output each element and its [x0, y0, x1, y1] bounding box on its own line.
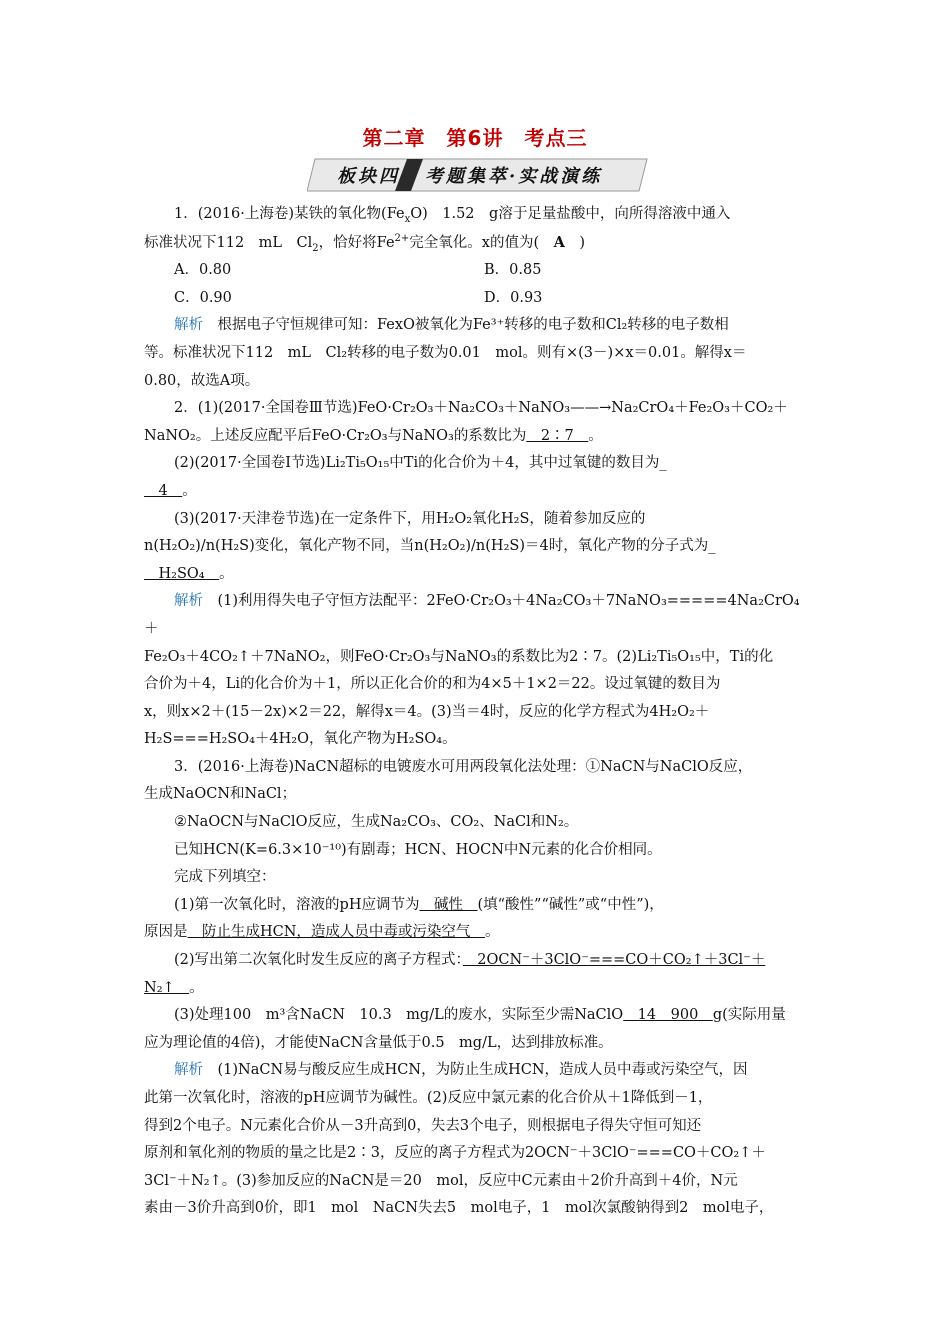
analysis-2-line-1: 解析 (1)利用得失电子守恒方法配平：2FeO·Cr₂O₃＋4Na₂CO₃＋7NaNO₃=====4Na₂CrO₄＋ — [144, 593, 800, 637]
question-3-sub-3: (3)处理100 m³含NaCN 10.3 mg/L的废水，实际至少需NaClO 14 900 g(实际用量 — [174, 1007, 786, 1024]
question-1-line-1: 1．(2016·上海卷)某铁的氧化物$(Fe_xO)$ 1.52 g溶于足量盐酸中，向所得溶液中通入 — [174, 206, 731, 225]
analysis-3-line-6: 素由－3价升高到0价，即1 mol NaCN失去5 mol电子，1 mol次氯酸钠得到2 mol电子， — [144, 1200, 774, 1217]
analysis-1-line-1: 解析 根据电子守恒规律可知：FexO被氧化为Fe³⁺转移的电子数和Cl₂转移的电子数相 — [174, 317, 729, 334]
page-title: 第二章 第6讲 考点三 — [362, 126, 588, 150]
question-3-3-answer: 14 900 — [623, 1007, 713, 1024]
question-2-part-3-line-1: (3)(2017·天津卷节选)在一定条件下，用H₂O₂氧化H₂S，随着参加反应的 — [174, 510, 646, 527]
analysis-2-line-3: 合价为＋4，Li的化合价为＋1，所以正化合价的和为4×5＋1×2＝22。设过氧键的数目为 — [144, 676, 721, 693]
option-b: B．0.85 — [484, 262, 542, 279]
question-3-1-answer-2: 防止生成HCN，造成人员中毒或污染空气 — [187, 924, 485, 941]
analysis-3-line-5: 3Cl⁻＋N₂↑。(3)参加反应的NaCN是＝20 mol，反应中C元素由＋2价升高到＋4价，N元 — [144, 1172, 738, 1189]
question-2-line-1: 2．(1)(2017·全国卷Ⅲ节选)FeO·Cr₂O₃＋Na₂CO₃＋NaNO₃——→Na₂CrO₄＋Fe₂O₃＋CO₂＋ — [174, 400, 788, 417]
question-3-line-3: ②NaOCN与NaClO反应，生成Na₂CO₃、CO₂、NaCl和N₂。 — [174, 814, 579, 831]
section-banner — [307, 157, 653, 193]
banner-left-text: 板块四 — [337, 166, 400, 187]
question-1-line-2: 标准状况下112 mL $Cl_2$，恰好将$Fe^{2+}$完全氧化。x的值为( A ) — [144, 232, 586, 254]
option-d: D．0.93 — [484, 289, 543, 306]
analysis-2-line-2: Fe₂O₃＋4CO₂↑＋7NaNO₂，则FeO·Cr₂O₃与NaNO₃的系数比为2∶7。(2)Li₂Ti₅O₁₅中，Ti的化 — [144, 648, 774, 665]
question-3-sub-3-continued: 应为理论值的4倍)，才能使NaCN含量低于0.5 mg/L，达到排放标准。 — [144, 1034, 613, 1051]
question-1-options-row-2 — [144, 285, 809, 313]
option-c: C．0.90 — [174, 289, 232, 306]
analysis-2-line-5: H₂S===H₂SO₄＋4H₂O，氧化产物为H₂SO₄。 — [144, 731, 457, 748]
content-body — [144, 201, 809, 1223]
question-3-line-2: 生成NaOCN和NaCl； — [144, 786, 297, 803]
question-2-3-answer: H₂SO₄ — [144, 565, 220, 582]
analysis-2-line-4: x，则x×2＋(15－2x)×2＝22，解得x＝4。(3)当＝4时，反应的化学方程式为4H₂O₂＋ — [144, 703, 710, 720]
question-2-line-2: NaNO₂。上述反应配平后FeO·Cr₂O₃与NaNO₃的系数比为 2∶7 。 — [144, 427, 603, 444]
analysis-1-line-2: 等。标准状况下112 mL Cl₂转移的电子数为0.01 mol。则有×(3－)×x＝0.01。解得x＝ — [144, 344, 747, 361]
analysis-3-line-2: 此第一次氧化时，溶液的pH应调节为碱性。(2)反应中氯元素的化合价从＋1降低到－1， — [144, 1090, 713, 1106]
analysis-label: 解析 — [174, 317, 203, 334]
question-3-2-answer: 2OCN⁻＋3ClO⁻===CO＋CO₂↑＋3Cl⁻＋ — [462, 952, 766, 969]
analysis-3-line-3: 得到2个电子。N元素化合价从－3升高到0，失去3个电子，则根据电子得失守恒可知还 — [144, 1117, 702, 1134]
question-1-answer: A — [553, 233, 565, 251]
analysis-label: 解析 — [174, 1062, 203, 1079]
question-2-1-answer: 2∶7 — [526, 427, 589, 444]
analysis-1-line-3: 0.80，故选A项。 — [144, 372, 260, 389]
question-3-line-1: 3．(2016·上海卷)NaCN超标的电镀废水可用两段氧化法处理：①NaCN与NaClO反应， — [174, 758, 753, 775]
question-2-2-answer: 4 — [144, 482, 183, 499]
analysis-3-line-1: 解析 (1)NaCN易与酸反应生成HCN，为防止生成HCN，造成人员中毒或污染空气，因 — [174, 1062, 748, 1079]
question-3-line-4: 已知HCN(K=6.3×10⁻¹⁰)有剧毒；HCN、HOCN中N元素的化合价相同。 — [174, 841, 662, 858]
analysis-label: 解析 — [174, 593, 203, 610]
question-3-sub-2-continued: N₂↑ 。 — [144, 979, 204, 996]
analysis-3-line-4: 原剂和氧化剂的物质的量之比是2∶3，反应的离子方程式为2OCN⁻＋3ClO⁻===CO＋CO₂↑＋ — [144, 1145, 766, 1162]
question-1-options-row-1 — [144, 257, 809, 285]
question-2-part-2-answer-line: 4 。 — [144, 482, 197, 499]
question-2-part-3-answer-line: H₂SO₄ 。 — [144, 565, 234, 582]
question-3-2-answer-cont: N₂↑ — [144, 979, 190, 996]
question-2-part-3-line-2: n(H₂O₂)/n(H₂S)变化，氧化产物不同，当n(H₂O₂)/n(H₂S)＝4时，氧化产物的分子式为_ — [144, 538, 716, 555]
option-a: A．0.80 — [174, 262, 232, 279]
banner-right-text: 考题集萃·实战演练 — [425, 166, 603, 187]
question-2-part-2: (2)(2017·全国卷Ⅰ节选)Li₂Ti₅O₁₅中Ti的化合价为＋4，其中过氧键的数目为_ — [174, 455, 667, 472]
question-3-1-answer-1: 碱性 — [419, 896, 478, 913]
question-3-line-5: 完成下列填空： — [174, 869, 276, 886]
question-3-sub-2: (2)写出第二次氧化时发生反应的离子方程式： 2OCN⁻＋3ClO⁻===CO＋CO₂↑＋3Cl⁻＋ — [174, 952, 766, 969]
question-3-sub-1: (1)第一次氧化时，溶液的pH应调节为 碱性 (填“酸性”“碱性”或“中性”)， — [174, 896, 664, 913]
question-3-sub-1-reason: 原因是 防止生成HCN，造成人员中毒或污染空气 。 — [144, 924, 500, 941]
